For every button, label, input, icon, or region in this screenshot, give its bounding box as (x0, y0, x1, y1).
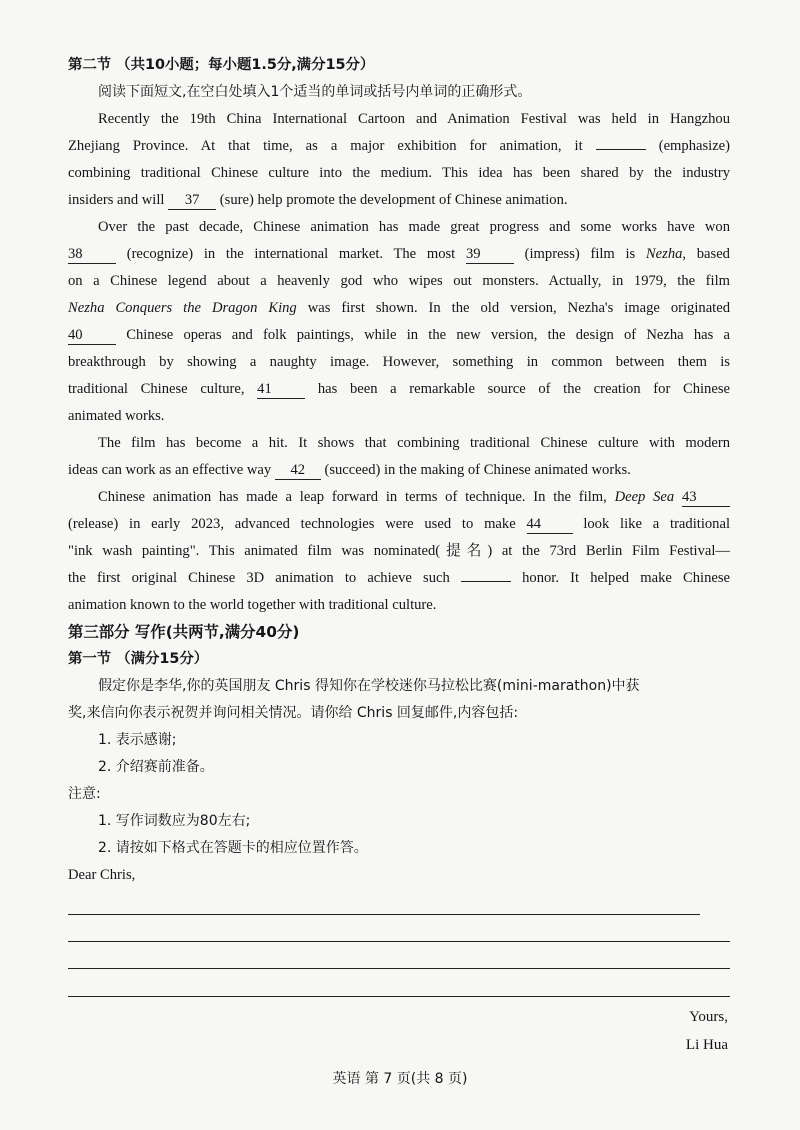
passage-text: ideas can work as an effective way (68, 462, 272, 478)
section2-instruction: 阅读下面短文,在空白处填入1个适当的单词或括号内单词的正确形式。 (98, 84, 532, 100)
passage-text: insiders and will (68, 192, 165, 208)
passage-text: honor. It helped make Chinese (522, 570, 731, 586)
passage-text: (sure) help promote the development of Chinese animation. (219, 192, 568, 208)
passage-text: (release) in early 2023, advanced technologies were used to make (68, 516, 516, 532)
part3-heading: 第三部分 写作(共两节,满分40分) (68, 623, 300, 641)
passage-line: breakthrough by showing a naughty image. However, something in common between them is (68, 354, 730, 370)
passage-line: animated works. (68, 408, 165, 424)
passage-text: (recognize) in the international market. The most (126, 246, 456, 262)
passage-line: "ink wash painting". This animated film was nominated(提名) at the 73rd Berlin Film Festival— (68, 543, 730, 559)
signature: Li Hua (685, 1037, 728, 1053)
blank-37[interactable]: 37 (168, 191, 216, 210)
passage-line (68, 133, 730, 160)
passage-text: Chinese operas and folk paintings, while in the new version, the design of Nezha has a (126, 327, 730, 343)
passage-line: Recently the 19th China International Cartoon and Animation Festival was held in Hangzhou (98, 111, 730, 127)
passage-line: animation known to the world together with traditional culture. (68, 597, 437, 613)
passage-text: , based (682, 246, 730, 262)
salutation: Dear Chris, (68, 867, 136, 883)
passage-line (68, 511, 730, 538)
passage-line: combining traditional Chinese culture into the medium. This idea has been shared by the industry (68, 165, 730, 181)
blank-42[interactable]: 42 (275, 461, 321, 480)
passage-text: (emphasize) (658, 138, 731, 154)
writing-line[interactable] (68, 968, 730, 969)
blank-36[interactable] (596, 149, 646, 150)
passage-line: The film has become a hit. It shows that combining traditional Chinese culture with modern (98, 435, 730, 451)
writing-prompt: 假定你是李华,你的英国朋友 Chris 得知你在学校迷你马拉松比赛(mini-marathon)中获 (98, 678, 640, 694)
passage-line (68, 376, 730, 403)
film-title: Nezha Conquers the Dragon King (68, 300, 297, 316)
passage-line (68, 457, 730, 484)
note-item: 2. 请按如下格式在答题卡的相应位置作答。 (98, 840, 368, 856)
passage-line (68, 322, 730, 349)
passage-text: has been a remarkable source of the creation for Chinese (317, 381, 730, 397)
passage-line: on a Chinese legend about a heavenly god who wipes out monsters. Actually, in 1979, the film (68, 273, 730, 289)
content-item: 2. 介绍赛前准备。 (98, 759, 214, 775)
page-footer: 英语 第 7 页(共 8 页) (332, 1071, 468, 1087)
blank-43[interactable]: 43 (682, 488, 730, 507)
closing: Yours, (689, 1009, 728, 1025)
passage-text: the first original Chinese 3D animation to achieve such (68, 570, 450, 586)
blank-39[interactable]: 39 (466, 245, 514, 264)
passage-line: Over the past decade, Chinese animation has made great progress and some works have won (98, 219, 730, 235)
blank-38[interactable]: 38 (68, 245, 116, 264)
blank-40[interactable]: 40 (68, 326, 116, 345)
passage-line (68, 484, 730, 511)
passage-text: (impress) film is (524, 246, 636, 262)
writing-sec1-heading: 第一节 （满分15分） (68, 651, 209, 667)
passage-line (68, 241, 730, 268)
passage-text: was first shown. In the old version, Nezha's image originated (307, 300, 730, 316)
section2-heading: 第二节 （共10小题；每小题1.5分,满分15分） (68, 57, 375, 73)
passage-text: look like a traditional (583, 516, 730, 532)
writing-line[interactable] (68, 941, 730, 942)
passage-line (68, 295, 730, 322)
passage-text: (succeed) in the making of Chinese animated works. (324, 462, 631, 478)
writing-line[interactable] (68, 996, 730, 997)
blank-44[interactable]: 44 (527, 515, 573, 534)
note-item: 1. 写作词数应为80左右; (98, 813, 251, 829)
content-item: 1. 表示感谢; (98, 732, 177, 748)
passage-line (68, 565, 730, 592)
blank-41[interactable]: 41 (257, 380, 305, 399)
notes-label: 注意: (68, 786, 101, 802)
writing-prompt: 奖,来信向你表示祝贺并询问相关情况。请你给 Chris 回复邮件,内容包括: (68, 705, 519, 721)
grammar-section (68, 52, 730, 889)
passage-line (68, 187, 730, 214)
passage-text: Zhejiang Province. At that time, as a major exhibition for animation, it (68, 138, 583, 154)
film-title: Nezha (645, 246, 683, 262)
passage-text: Chinese animation has made a leap forward in terms of technique. In the film, (98, 489, 607, 505)
blank-45[interactable] (461, 581, 511, 582)
writing-line[interactable] (68, 914, 700, 915)
passage-text: traditional Chinese culture, (68, 381, 245, 397)
film-title: Deep Sea (614, 489, 675, 505)
